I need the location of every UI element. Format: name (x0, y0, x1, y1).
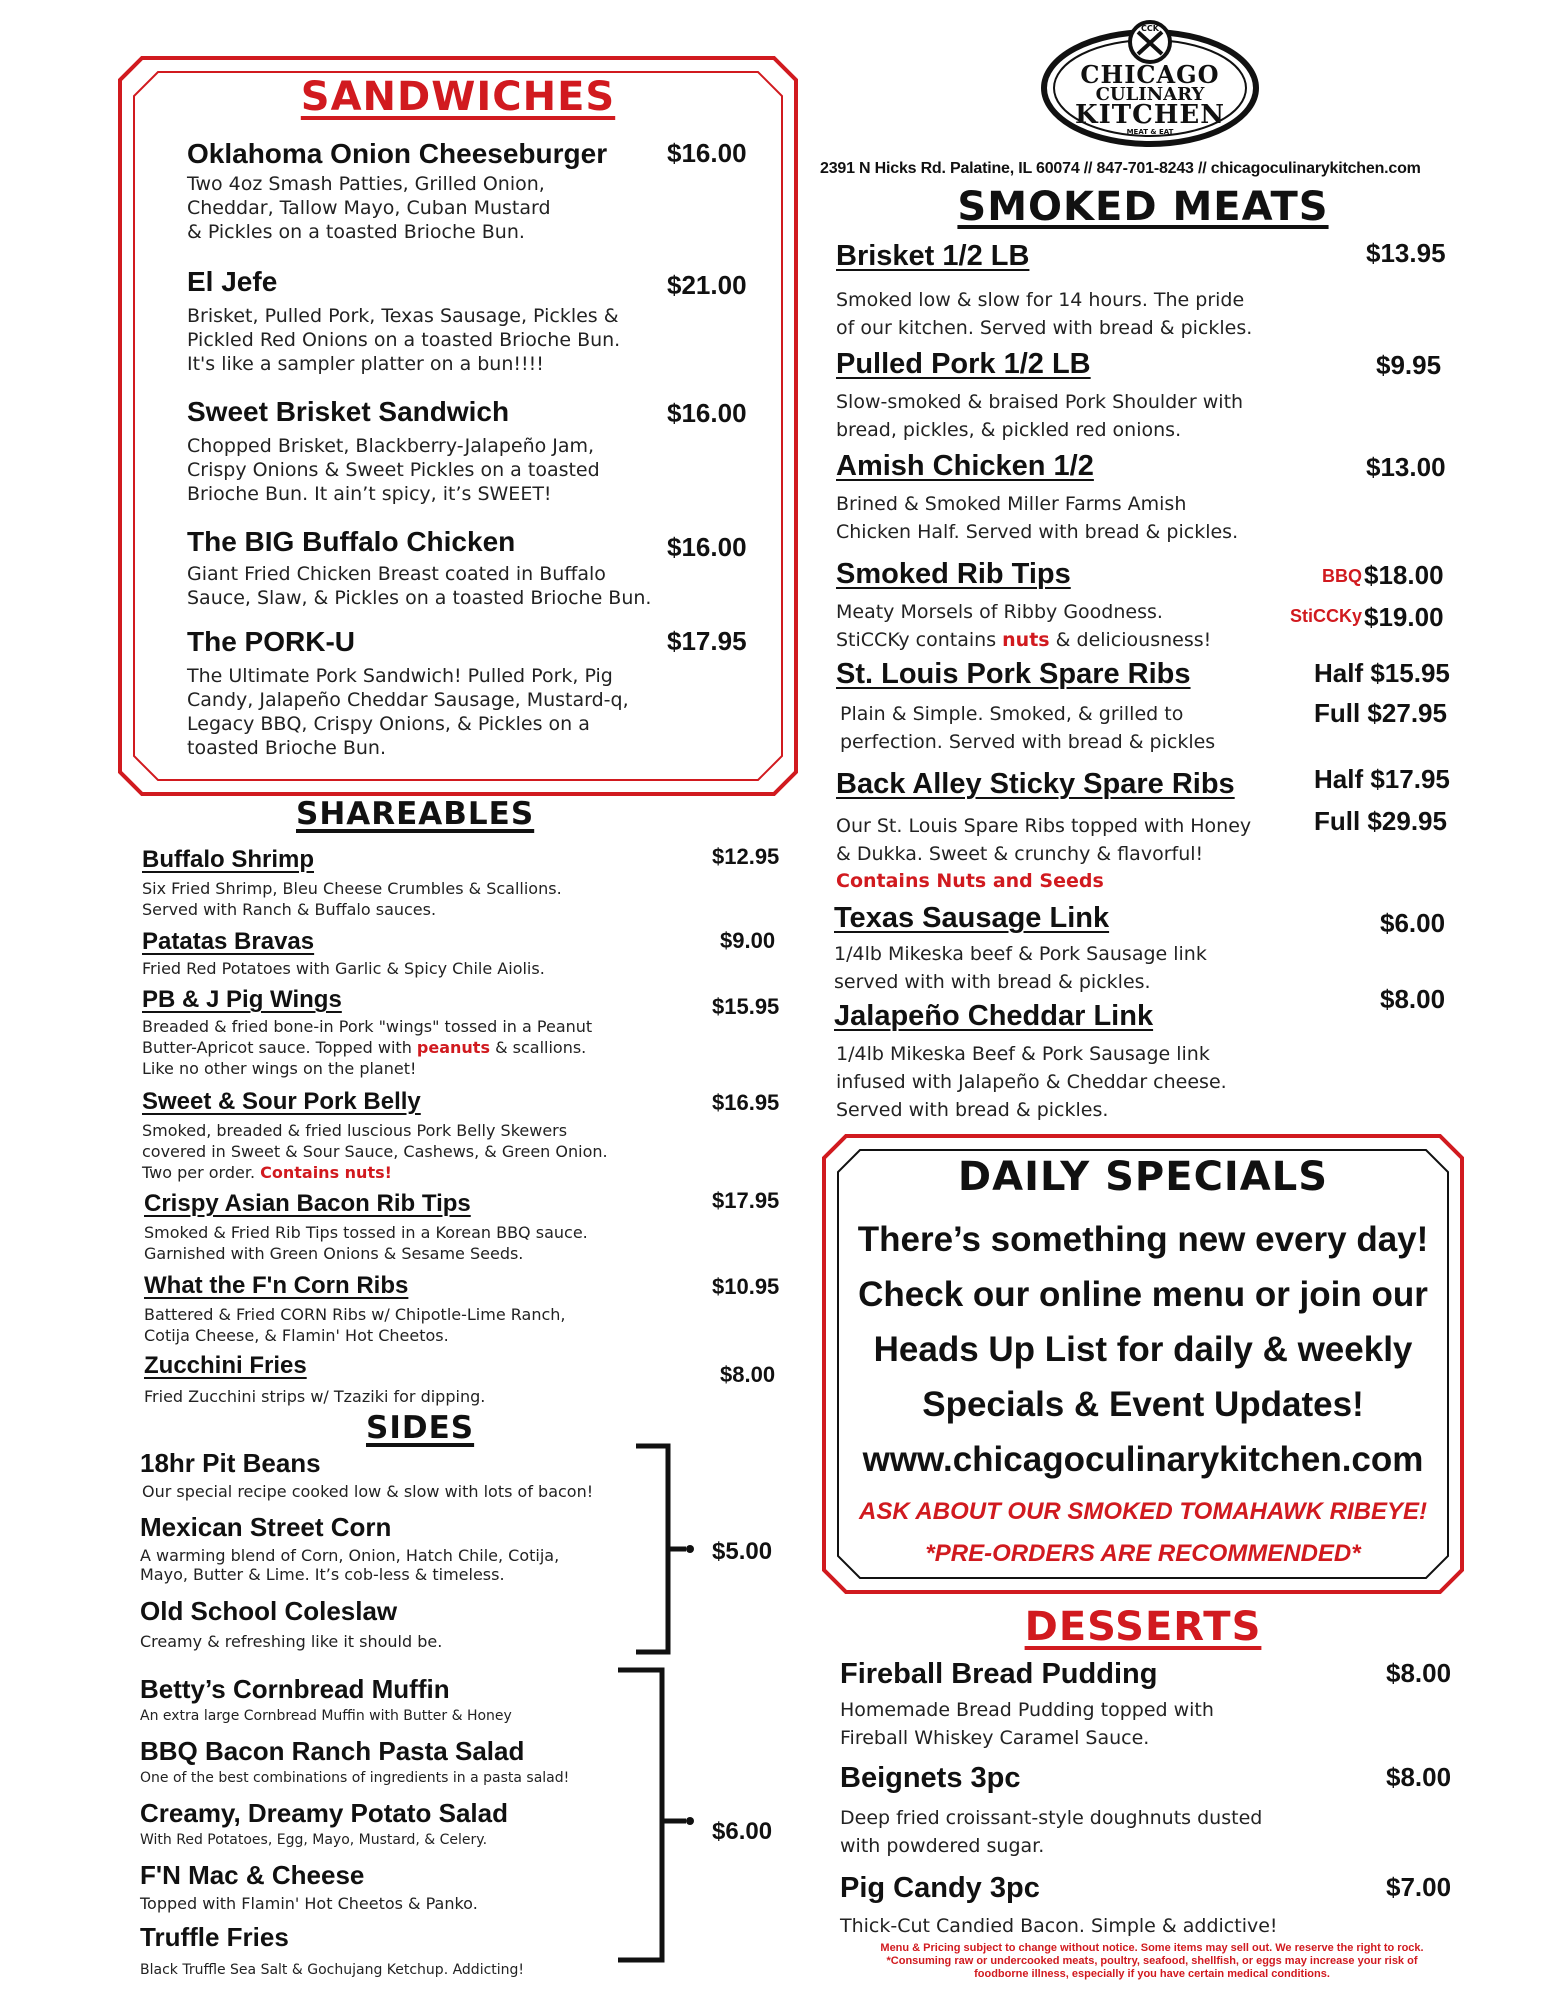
item-desc: Brisket, Pulled Pork, Texas Sausage, Pickles & Pickled Red Onions on a toasted Brioche Bun. It's like a sampler platter on a bun!!!! (187, 305, 621, 375)
item-desc: Creamy & refreshing like it should be. (140, 1632, 443, 1651)
item-desc: A warming blend of Corn, Onion, Hatch Chile, Cotija, Mayo, Butter & Lime. It’s cob-less & timeless. (140, 1546, 560, 1584)
item-price: $16.00 (667, 138, 747, 168)
item-name: 18hr Pit Beans (140, 1448, 321, 1478)
item-desc: Slow-smoked & braised Pork Shoulder with bread, pickles, & pickled red onions. (836, 391, 1244, 441)
item-name: Creamy, Dreamy Potato Salad (140, 1798, 508, 1828)
item-name: Sweet Brisket Sandwich (187, 396, 510, 427)
sides-price-6: $6.00 (712, 1818, 773, 1845)
smoked-meats-title: SMOKED MEATS (957, 184, 1329, 230)
item-name: Buffalo Shrimp (142, 846, 314, 873)
logo-line3: KITCHEN (1075, 100, 1225, 130)
item-desc: Plain & Simple. Smoked, & grilled to perfection. Served with bread & pickles (840, 703, 1216, 753)
logo (1040, 20, 1260, 148)
item-price-sticcky: $19.00 (1364, 602, 1444, 632)
item-desc: Meaty Morsels of Ribby Goodness. StiCCKy contains nuts & deliciousness! (836, 601, 1212, 651)
item-price: $9.95 (1376, 350, 1442, 380)
option-label-sticcky: StiCCKy (1290, 606, 1363, 626)
daily-specials-title: DAILY SPECIALS (957, 1154, 1329, 1200)
item-name: Jalapeño Cheddar Link (834, 1000, 1154, 1032)
item-desc: Six Fried Shrimp, Bleu Cheese Crumbles & Scallions. Served with Ranch & Buffalo sauces. (142, 879, 562, 919)
item-price: $8.00 (1386, 1762, 1452, 1792)
item-name: Sweet & Sour Pork Belly (142, 1088, 421, 1115)
item-desc: Deep fried croissant-style doughnuts dusted with powdered sugar. (840, 1807, 1263, 1857)
item-price: $13.00 (1366, 452, 1446, 482)
item-desc: Our St. Louis Spare Ribs topped with Honey & Dukka. Sweet & crunchy & flavorful! (836, 815, 1252, 865)
item-name: PB & J Pig Wings (142, 986, 342, 1013)
sides-bracket-5 (630, 1442, 700, 1656)
item-desc: 1/4lb Mikeska Beef & Pork Sausage link infused with Jalapeño & Cheddar cheese. Served with bread & pickles. (836, 1043, 1227, 1121)
specials-red-line-1: ASK ABOUT OUR SMOKED TOMAHAWK RIBEYE! (858, 1498, 1427, 1525)
item-price-half: Half $17.95 (1314, 764, 1450, 794)
allergen-warning: Contains Nuts and Seeds (836, 870, 1104, 892)
item-name: Crispy Asian Bacon Rib Tips (144, 1190, 471, 1217)
logo-initials: CCK (1141, 24, 1159, 33)
option-label-bbq: BBQ (1322, 566, 1362, 586)
specials-line: Specials & Event Updates! (922, 1385, 1364, 1424)
item-desc: Breaded & fried bone-in Pork "wings" tossed in a Peanut Butter-Apricot sauce. Topped with peanuts & scallions. Like no other wings on the planet! (142, 1017, 593, 1078)
item-price: $8.00 (720, 1362, 776, 1387)
item-price-full: Full $27.95 (1314, 698, 1447, 728)
item-name: El Jefe (187, 266, 278, 297)
item-desc: Black Truffle Sea Salt & Gochujang Ketchup. Addicting! (140, 1962, 525, 1978)
item-desc: Thick-Cut Candied Bacon. Simple & addictive! (840, 1915, 1278, 1937)
item-desc: Battered & Fried CORN Ribs w/ Chipotle-Lime Ranch, Cotija Cheese, & Flamin' Hot Cheetos. (144, 1305, 566, 1345)
item-desc: Our special recipe cooked low & slow with lots of bacon! (142, 1482, 594, 1501)
item-name: Fireball Bread Pudding (840, 1658, 1158, 1690)
item-price: $6.00 (1380, 908, 1446, 938)
item-price: $12.95 (712, 844, 780, 869)
item-name: The PORK-U (187, 626, 355, 657)
item-price-half: Half $15.95 (1314, 658, 1450, 688)
sides-bracket-6 (612, 1666, 702, 1966)
item-price: $7.00 (1386, 1872, 1452, 1902)
specials-line: Check our online menu or join our (858, 1275, 1428, 1314)
specials-line: Heads Up List for daily & weekly (873, 1330, 1413, 1369)
item-price: $9.00 (720, 928, 776, 953)
item-name: Texas Sausage Link (834, 902, 1110, 934)
item-price-bbq: $18.00 (1364, 560, 1444, 590)
specials-line: There’s something new every day! (857, 1220, 1429, 1259)
item-name: The BIG Buffalo Chicken (187, 526, 516, 557)
item-name: Patatas Bravas (142, 928, 315, 955)
item-name: Back Alley Sticky Spare Ribs (836, 768, 1235, 800)
item-desc: Smoked low & slow for 14 hours. The pride of our kitchen. Served with bread & pickles. (836, 289, 1253, 339)
item-price: $8.00 (1386, 1658, 1452, 1688)
item-name: F'N Mac & Cheese (140, 1860, 365, 1890)
item-name: What the F'n Corn Ribs (144, 1272, 409, 1299)
logo-line1: CHICAGO (1080, 60, 1220, 89)
item-price: $15.95 (712, 994, 780, 1019)
item-desc: Homemade Bread Pudding topped with Fireball Whiskey Caramel Sauce. (840, 1699, 1214, 1749)
item-desc: Two 4oz Smash Patties, Grilled Onion, Cheddar, Tallow Mayo, Cuban Mustard & Pickles on a toasted Brioche Bun. (187, 173, 551, 243)
item-desc: With Red Potatoes, Egg, Mayo, Mustard, & Celery. (140, 1832, 488, 1848)
item-desc: Smoked & Fried Rib Tips tossed in a Korean BBQ sauce. Garnished with Green Onions & Sesame Seeds. (144, 1223, 588, 1263)
sides-title: SIDES (366, 1410, 475, 1446)
sides-price-5: $5.00 (712, 1538, 773, 1565)
logo-tagline: MEAT & EAT (1126, 128, 1174, 136)
item-name: Oklahoma Onion Cheeseburger (187, 138, 608, 169)
item-name: Beignets 3pc (840, 1762, 1021, 1794)
item-name: Smoked Rib Tips (836, 558, 1071, 590)
item-price-full: Full $29.95 (1314, 806, 1447, 836)
item-desc: Smoked, breaded & fried luscious Pork Belly Skewers covered in Sweet & Sour Sauce, Cashews, & Green Onion. Two per order. Contains nuts! (142, 1121, 608, 1182)
item-desc: Fried Red Potatoes with Garlic & Spicy Chile Aiolis. (142, 959, 545, 978)
item-name: Zucchini Fries (144, 1352, 307, 1379)
item-price: $16.95 (712, 1090, 780, 1115)
item-desc: One of the best combinations of ingredients in a pasta salad! (140, 1770, 570, 1786)
item-name: Brisket 1/2 LB (836, 240, 1030, 272)
item-name: Truffle Fries (140, 1922, 289, 1952)
item-desc: Chopped Brisket, Blackberry-Jalapeño Jam, Crispy Onions & Sweet Pickles on a toasted Brioche Bun. It ain’t spicy, it’s SWEET! (187, 435, 600, 505)
item-price: $17.95 (712, 1188, 780, 1213)
specials-body (822, 1212, 1464, 1487)
item-desc: An extra large Cornbread Muffin with Butter & Honey (140, 1708, 512, 1724)
contact-line: 2391 N Hicks Rd. Palatine, IL 60074 // 847-701-8243 // chicagoculinarykitchen.com (820, 160, 1421, 177)
item-desc: The Ultimate Pork Sandwich! Pulled Pork, Pig Candy, Jalapeño Cheddar Sausage, Mustard-q, Legacy BBQ, Crispy Onions, & Pickles on a toasted Brioche Bun. (187, 665, 629, 759)
item-desc: Giant Fried Chicken Breast coated in Buffalo Sauce, Slaw, & Pickles on a toasted Brioche Bun. (187, 563, 652, 609)
item-name: Mexican Street Corn (140, 1512, 392, 1542)
disclaimer: Menu & Pricing subject to change without notice. Some items may sell out. We reserve the right to rock. *Consuming raw or undercooked meats, poultry, seafood, shellfish, or eggs may increase your risk of foodborne illness, especially if you have certain medical conditions. (880, 1942, 1424, 1980)
item-price: $13.95 (1366, 238, 1446, 268)
item-price: $10.95 (712, 1274, 780, 1299)
item-name: Pulled Pork 1/2 LB (836, 348, 1091, 380)
item-price: $21.00 (667, 270, 747, 300)
item-price: $8.00 (1380, 984, 1446, 1014)
item-name: Betty’s Cornbread Muffin (140, 1674, 450, 1704)
item-name: Amish Chicken 1/2 (836, 450, 1094, 482)
item-name: Pig Candy 3pc (840, 1872, 1040, 1904)
item-name: Old School Coleslaw (140, 1596, 398, 1626)
shareables-title: SHAREABLES (296, 796, 535, 832)
desserts-title: DESSERTS (1024, 1604, 1262, 1650)
item-name: St. Louis Pork Spare Ribs (836, 658, 1191, 690)
item-desc: Fried Zucchini strips w/ Tzaziki for dipping. (144, 1387, 486, 1406)
item-desc: Brined & Smoked Miller Farms Amish Chicken Half. Served with bread & pickles. (836, 493, 1239, 543)
item-price: $16.00 (667, 398, 747, 428)
specials-red-line-2: *PRE-ORDERS ARE RECOMMENDED* (925, 1540, 1361, 1567)
item-desc: 1/4lb Mikeska beef & Pork Sausage link served with with bread & pickles. (834, 943, 1207, 993)
item-name: BBQ Bacon Ranch Pasta Salad (140, 1736, 525, 1766)
item-price: $16.00 (667, 532, 747, 562)
item-price: $17.95 (667, 626, 747, 656)
specials-website[interactable]: www.chicagoculinarykitchen.com (862, 1440, 1424, 1479)
sandwiches-title: SANDWICHES (300, 74, 616, 120)
item-desc: Topped with Flamin' Hot Cheetos & Panko. (140, 1894, 478, 1913)
logo-line2: CULINARY (1095, 84, 1205, 105)
